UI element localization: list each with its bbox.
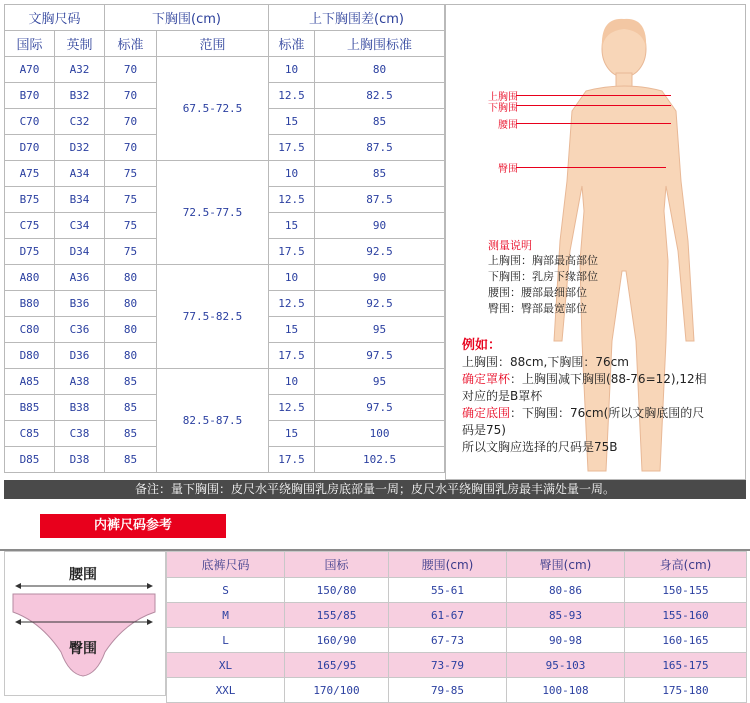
- pants-cell: 90-98: [507, 628, 625, 653]
- header-bust-diff: 上下胸围差(cm): [269, 5, 445, 31]
- pants-cell: 155/85: [285, 603, 389, 628]
- uk-size-cell: D38: [55, 447, 105, 473]
- example-block: [462, 337, 744, 456]
- upper-bust-cell: 100: [315, 421, 445, 447]
- pants-cell: 80-86: [507, 578, 625, 603]
- bust-diff-cell: 17.5: [269, 135, 315, 161]
- table-row: [5, 57, 445, 83]
- bust-diff-cell: 10: [269, 161, 315, 187]
- underbust-std-cell: 80: [105, 265, 157, 291]
- uk-size-cell: C36: [55, 317, 105, 343]
- underbust-std-cell: 75: [105, 213, 157, 239]
- uk-size-cell: B34: [55, 187, 105, 213]
- table-row: [167, 628, 747, 653]
- pants-cell: 160-165: [625, 628, 747, 653]
- cup-text: ：上胸围减下胸围(88-76=12),12相: [510, 372, 707, 386]
- intl-size-cell: B75: [5, 187, 55, 213]
- pants-cell: 165-175: [625, 653, 747, 678]
- conclusion-text: 所以文胸应选择的尺码是75B: [462, 440, 618, 454]
- underbust-range-cell: 72.5-77.5: [157, 161, 269, 265]
- upper-bust-cell: 95: [315, 317, 445, 343]
- table-row: [5, 265, 445, 291]
- upper-bust-cell: 87.5: [315, 187, 445, 213]
- table-row: [167, 603, 747, 628]
- bust-diff-cell: 12.5: [269, 187, 315, 213]
- upper-bust-label: 上胸围: [488, 92, 518, 103]
- pants-header-gb: 国标: [285, 552, 389, 578]
- pants-cell: 61-67: [389, 603, 507, 628]
- underbust-range-cell: 77.5-82.5: [157, 265, 269, 369]
- pants-cell: 100-108: [507, 678, 625, 703]
- measurement-note: 备注：量下胸围：皮尺水平绕胸围乳房底部量一周；皮尺水平绕胸围乳房最丰满处量一周。: [4, 480, 746, 499]
- pants-cell: 95-103: [507, 653, 625, 678]
- pants-cell: XXL: [167, 678, 285, 703]
- pants-header-hip: 臀围(cm): [507, 552, 625, 578]
- intl-size-cell: C80: [5, 317, 55, 343]
- upper-bust-cell: 90: [315, 265, 445, 291]
- measurement-guide: [488, 253, 598, 317]
- upper-bust-cell: 92.5: [315, 239, 445, 265]
- upper-bust-cell: 97.5: [315, 395, 445, 421]
- band-label: 确定底围: [462, 406, 511, 420]
- intl-size-cell: C70: [5, 109, 55, 135]
- table-row: [167, 578, 747, 603]
- bust-diff-cell: 15: [269, 317, 315, 343]
- pants-header-height: 身高(cm): [625, 552, 747, 578]
- bust-diff-cell: 12.5: [269, 291, 315, 317]
- under-bust-label: 下胸围: [488, 103, 518, 114]
- underbust-std-cell: 75: [105, 239, 157, 265]
- waist-line: [516, 123, 671, 124]
- underbust-std-cell: 70: [105, 135, 157, 161]
- underbust-std-cell: 80: [105, 343, 157, 369]
- pants-cell: 165/95: [285, 653, 389, 678]
- bust-diff-cell: 17.5: [269, 343, 315, 369]
- band-text-continued: 码是75): [462, 423, 506, 437]
- upper-bust-cell: 92.5: [315, 291, 445, 317]
- pants-cell: 67-73: [389, 628, 507, 653]
- header-uk: 英制: [55, 31, 105, 57]
- header-bra-size: 文胸尺码: [5, 5, 105, 31]
- intl-size-cell: D70: [5, 135, 55, 161]
- upper-bust-cell: 80: [315, 57, 445, 83]
- pants-header-size: 底裤尺码: [167, 552, 285, 578]
- bust-diff-cell: 15: [269, 421, 315, 447]
- pants-cell: 79-85: [389, 678, 507, 703]
- header-diff-std: 标准: [269, 31, 315, 57]
- waist-label: 腰围: [498, 120, 518, 131]
- pants-cell: 55-61: [389, 578, 507, 603]
- example-line: 上胸围：88cm,下胸围：76cm: [462, 355, 629, 369]
- pants-cell: 85-93: [507, 603, 625, 628]
- example-title: 例如：: [462, 338, 502, 353]
- intl-size-cell: C75: [5, 213, 55, 239]
- intl-size-cell: B85: [5, 395, 55, 421]
- header-bust-std: 上胸围标准: [315, 31, 445, 57]
- upper-bust-cell: 87.5: [315, 135, 445, 161]
- intl-size-cell: A70: [5, 57, 55, 83]
- panties-illustration-panel: [4, 551, 166, 696]
- table-row: [5, 369, 445, 395]
- pants-cell: 160/90: [285, 628, 389, 653]
- intl-size-cell: D75: [5, 239, 55, 265]
- upper-bust-line: [516, 95, 671, 96]
- header-underbust: 下胸围(cm): [105, 5, 269, 31]
- bust-diff-cell: 15: [269, 109, 315, 135]
- intl-size-cell: D80: [5, 343, 55, 369]
- intl-size-cell: D85: [5, 447, 55, 473]
- pants-waist-label: 腰围: [69, 567, 97, 583]
- pants-cell: 170/100: [285, 678, 389, 703]
- bust-diff-cell: 15: [269, 213, 315, 239]
- table-row: [167, 678, 747, 703]
- uk-size-cell: C38: [55, 421, 105, 447]
- bust-diff-cell: 17.5: [269, 239, 315, 265]
- intl-size-cell: A85: [5, 369, 55, 395]
- bust-diff-cell: 17.5: [269, 447, 315, 473]
- header-range: 范围: [157, 31, 269, 57]
- uk-size-cell: C34: [55, 213, 105, 239]
- measurement-figure-panel: [445, 4, 746, 480]
- underbust-std-cell: 70: [105, 57, 157, 83]
- underbust-range-cell: 82.5-87.5: [157, 369, 269, 473]
- bust-diff-cell: 12.5: [269, 83, 315, 109]
- pants-cell: L: [167, 628, 285, 653]
- upper-bust-cell: 90: [315, 213, 445, 239]
- uk-size-cell: B32: [55, 83, 105, 109]
- intl-size-cell: A75: [5, 161, 55, 187]
- pants-cell: S: [167, 578, 285, 603]
- under-bust-line: [516, 105, 671, 106]
- upper-bust-cell: 97.5: [315, 343, 445, 369]
- bust-diff-cell: 10: [269, 57, 315, 83]
- intl-size-cell: A80: [5, 265, 55, 291]
- cup-text-continued: 对应的是B罩杯: [462, 389, 543, 403]
- pants-cell: 175-180: [625, 678, 747, 703]
- pants-cell: 150-155: [625, 578, 747, 603]
- underbust-std-cell: 85: [105, 369, 157, 395]
- uk-size-cell: A34: [55, 161, 105, 187]
- uk-size-cell: D36: [55, 343, 105, 369]
- guide-line: 上胸围：胸部最高部位: [488, 254, 598, 267]
- uk-size-cell: C32: [55, 109, 105, 135]
- pants-cell: 73-79: [389, 653, 507, 678]
- underbust-std-cell: 85: [105, 395, 157, 421]
- uk-size-cell: A38: [55, 369, 105, 395]
- header-intl: 国际: [5, 31, 55, 57]
- underbust-std-cell: 75: [105, 161, 157, 187]
- cup-label: 确定罩杯: [462, 372, 511, 386]
- guide-line: 下胸围：乳房下缘部位: [488, 270, 598, 283]
- intl-size-cell: B70: [5, 83, 55, 109]
- table-row: [167, 653, 747, 678]
- hip-label: 臀围: [498, 164, 518, 175]
- band-text: ：下胸围：76cm(所以文胸底围的尺: [510, 406, 705, 420]
- uk-size-cell: A32: [55, 57, 105, 83]
- pants-cell: 155-160: [625, 603, 747, 628]
- header-std: 标准: [105, 31, 157, 57]
- guide-line: 臀围：臀部最宽部位: [488, 302, 587, 315]
- upper-bust-cell: 82.5: [315, 83, 445, 109]
- uk-size-cell: B36: [55, 291, 105, 317]
- pants-cell: M: [167, 603, 285, 628]
- pants-cell: 150/80: [285, 578, 389, 603]
- bra-size-table: [4, 4, 445, 473]
- bust-diff-cell: 12.5: [269, 395, 315, 421]
- upper-bust-cell: 85: [315, 161, 445, 187]
- table-row: [5, 161, 445, 187]
- underbust-std-cell: 80: [105, 317, 157, 343]
- upper-bust-cell: 95: [315, 369, 445, 395]
- uk-size-cell: D32: [55, 135, 105, 161]
- uk-size-cell: A36: [55, 265, 105, 291]
- intl-size-cell: B80: [5, 291, 55, 317]
- uk-size-cell: D34: [55, 239, 105, 265]
- intl-size-cell: C85: [5, 421, 55, 447]
- underbust-range-cell: 67.5-72.5: [157, 57, 269, 161]
- hip-line: [516, 167, 666, 168]
- pants-cell: XL: [167, 653, 285, 678]
- uk-size-cell: B38: [55, 395, 105, 421]
- pants-size-table: [166, 551, 747, 703]
- underbust-std-cell: 85: [105, 447, 157, 473]
- pants-header-waist: 腰围(cm): [389, 552, 507, 578]
- underbust-std-cell: 70: [105, 83, 157, 109]
- upper-bust-cell: 102.5: [315, 447, 445, 473]
- bust-diff-cell: 10: [269, 265, 315, 291]
- underbust-std-cell: 80: [105, 291, 157, 317]
- upper-bust-cell: 85: [315, 109, 445, 135]
- guide-line: 腰围：腰部最细部位: [488, 286, 587, 299]
- underbust-std-cell: 70: [105, 109, 157, 135]
- pants-hip-label: 臀围: [69, 641, 97, 657]
- pants-section-title: 内裤尺码参考: [40, 514, 226, 538]
- underbust-std-cell: 75: [105, 187, 157, 213]
- guide-title: 测量说明: [488, 239, 532, 252]
- underbust-std-cell: 85: [105, 421, 157, 447]
- bust-diff-cell: 10: [269, 369, 315, 395]
